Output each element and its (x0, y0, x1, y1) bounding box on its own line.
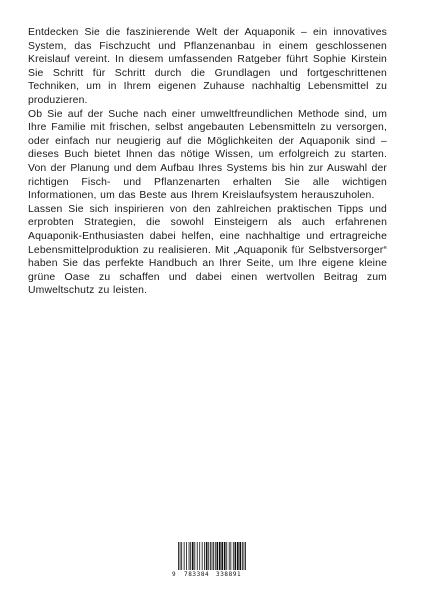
barcode-bar (184, 542, 185, 570)
barcode-bar (224, 542, 226, 570)
barcode-bar (208, 542, 209, 570)
barcode-bar (237, 542, 239, 570)
barcode-bar (221, 542, 223, 570)
barcode-bar (210, 542, 211, 570)
barcode-bar (206, 542, 208, 570)
barcode-bar (244, 542, 245, 570)
barcode-bar (178, 542, 179, 570)
barcode-bar (212, 542, 213, 570)
blurb-paragraph-3: Lassen Sie sich inspirieren von den zahlreichen praktischen Tipps und erprobten Strategien, die sowohl Einsteigern als auch erfahrenen Aquaponik-Enthusiasten dabei helfen, eine nachhaltige und ertragreiche Lebensmittelproduktion zu realisieren. Mit „Aquaponik für Selbstversorger“ haben Sie das perfekte Handbuch an Ihrer Seite, um Ihre eigene kleine grüne Oase zu schaffen und dabei einen wertvollen Beitrag zum Umweltschutz zu leisten. (28, 203, 387, 297)
barcode-bar (199, 542, 200, 570)
barcode-bar (186, 542, 187, 570)
isbn-barcode (172, 542, 248, 580)
barcode-bar (230, 542, 231, 570)
barcode-bar (204, 542, 205, 570)
barcode-digit-first: 9 (172, 571, 176, 578)
barcode-bar (217, 542, 219, 570)
blurb-paragraph-1: Entdecken Sie die faszinierende Welt der Aquaponik – ein innovatives System, das Fischzucht und Pflanzenanbau in einem geschlossenen Kreislauf vereint. In diesem umfassenden Ratgeber führt Sophie Kirstein Sie Schritt für Schritt durch die Grundlagen und fortgeschrittenen Techniken, um in Ihrem eigenen Zuhause nachhaltig Lebensmittel zu produzieren. (28, 27, 387, 106)
blurb-paragraph-2: Ob Sie auf der Suche nach einer umweltfreundlichen Methode sind, um Ihre Familie mit frischen, selbst angebauten Lebensmitteln zu versorgen, oder einfach nur neugierig auf die Möglichkeiten der Aquaponik sind – dieses Buch bietet Ihnen das nötige Wissen, um erfolgreich zu starten. Von der Planung und dem Aufbau Ihres Systems bis hin zur Auswahl der richtigen Fisch- und Pflanzenarten erhalten Sie alle wichtigen Informationen, um das Beste aus Ihrem Kreislaufsystem herauszuholen. (28, 108, 387, 202)
barcode-bar (189, 542, 190, 570)
barcode-bar (235, 542, 237, 570)
barcode-digits-left: 783384 (184, 571, 210, 578)
barcode-bar (245, 542, 246, 570)
blurb-text (28, 26, 387, 298)
barcode-bar (194, 542, 195, 570)
barcode-bar (239, 542, 241, 570)
barcode-bars (178, 542, 246, 570)
barcode-bar (192, 542, 194, 570)
barcode-bar (202, 542, 203, 570)
barcode-bar (190, 542, 191, 570)
barcode-bar (242, 542, 243, 570)
barcode-bar (180, 542, 181, 570)
barcode-bar (233, 542, 234, 570)
barcode-digits (172, 570, 248, 579)
barcode-bar (229, 542, 230, 570)
barcode-digits-right: 338891 (216, 571, 242, 578)
barcode-bar (219, 542, 221, 570)
barcode-bar (226, 542, 227, 570)
barcode-bar (213, 542, 214, 570)
barcode-bar (197, 542, 198, 570)
barcode-bar (215, 542, 216, 570)
barcode-bar (181, 542, 182, 570)
